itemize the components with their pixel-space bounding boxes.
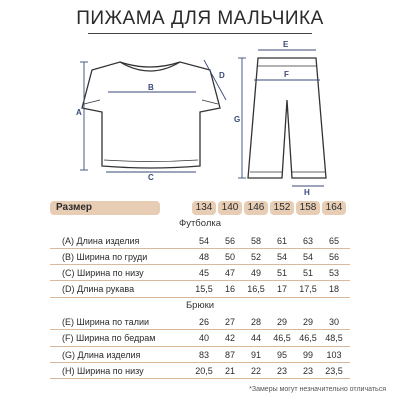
row-value: 16: [224, 284, 235, 295]
row-label: (G) Длина изделия: [62, 349, 141, 360]
row-value: 47: [224, 268, 235, 279]
size-header-134: 134: [192, 201, 216, 215]
table-row: [50, 330, 350, 346]
row-value: 16,5: [247, 284, 265, 295]
section-title: Брюки: [185, 299, 215, 311]
row-value: 42: [224, 333, 235, 344]
row-value: 22: [250, 365, 261, 376]
row-value: 53: [328, 268, 339, 279]
row-value: 48,5: [325, 333, 343, 344]
row-value: 26: [198, 317, 209, 328]
row-value: 63: [302, 235, 313, 246]
table-row: [50, 314, 350, 330]
row-value: 91: [250, 349, 261, 360]
row-value: 61: [276, 235, 287, 246]
row-label: (F) Ширина по бедрам: [62, 333, 156, 344]
page-title: ПИЖАМА ДЛЯ МАЛЬЧИКА: [76, 8, 324, 29]
row-value: 65: [328, 235, 339, 246]
row-value: 95: [276, 349, 287, 360]
dim-label-a: A: [76, 108, 82, 117]
table-row: [50, 233, 350, 249]
row-value: 52: [250, 251, 261, 262]
dim-label-f: F: [284, 70, 289, 79]
dim-label-b: B: [148, 83, 154, 92]
row-value: 45: [198, 268, 209, 279]
table-row: [50, 363, 350, 379]
dim-label-e: E: [283, 40, 289, 49]
size-header-164: 164: [322, 201, 346, 215]
table-header-row: [50, 200, 350, 216]
row-value: 23,5: [325, 365, 343, 376]
row-value: 49: [250, 268, 261, 279]
dim-label-g: G: [234, 115, 241, 124]
row-value: 17,5: [299, 284, 317, 295]
size-header-158: 158: [296, 201, 320, 215]
table-row: [50, 265, 350, 281]
row-divider: [50, 378, 350, 379]
section-title: Футболка: [178, 218, 222, 230]
row-value: 56: [328, 251, 339, 262]
row-value: 23: [276, 365, 287, 376]
row-value: 46,5: [273, 333, 291, 344]
row-value: 21: [224, 365, 235, 376]
row-value: 51: [276, 268, 287, 279]
row-value: 50: [224, 251, 235, 262]
row-value: 15,5: [195, 284, 213, 295]
row-value: 87: [224, 349, 235, 360]
table-row: [50, 281, 350, 297]
footnote: *Замеры могут незначительно отличаться: [249, 386, 386, 393]
row-value: 99: [302, 349, 313, 360]
row-label: (E) Ширина по талии: [62, 317, 149, 328]
size-header-146: 146: [244, 201, 268, 215]
row-value: 28: [250, 317, 261, 328]
row-label: (B) Ширина по груди: [62, 251, 148, 262]
row-label: (C) Ширина по низу: [62, 268, 144, 279]
row-value: 51: [302, 268, 313, 279]
row-label: (A) Длина изделия: [62, 235, 140, 246]
row-value: 30: [328, 317, 339, 328]
row-value: 54: [276, 251, 287, 262]
dim-label-c: C: [148, 173, 154, 182]
row-value: 46,5: [299, 333, 317, 344]
row-value: 18: [328, 284, 339, 295]
size-header-140: 140: [218, 201, 242, 215]
table-row: [50, 249, 350, 265]
size-header-label: Размер: [50, 201, 160, 215]
row-value: 23: [302, 365, 313, 376]
row-value: 58: [250, 235, 261, 246]
row-label: (D) Длина рукава: [62, 284, 135, 295]
dim-label-d: D: [219, 71, 225, 80]
row-value: 17: [276, 284, 287, 295]
row-value: 44: [250, 333, 261, 344]
tshirt-drawing: [82, 62, 220, 168]
row-value: 103: [326, 349, 342, 360]
row-label: (H) Ширина по низу: [62, 365, 144, 376]
row-value: 48: [198, 251, 209, 262]
row-value: 29: [276, 317, 287, 328]
row-value: 29: [302, 317, 313, 328]
row-value: 27: [224, 317, 235, 328]
size-table: [50, 200, 350, 379]
row-value: 20,5: [195, 365, 213, 376]
row-value: 54: [302, 251, 313, 262]
row-value: 54: [198, 235, 209, 246]
row-value: 56: [224, 235, 235, 246]
size-header-152: 152: [270, 201, 294, 215]
dim-label-h: H: [304, 188, 310, 197]
row-value: 83: [198, 349, 209, 360]
table-row: [50, 347, 350, 363]
row-value: 40: [198, 333, 209, 344]
row-divider: [50, 297, 350, 298]
